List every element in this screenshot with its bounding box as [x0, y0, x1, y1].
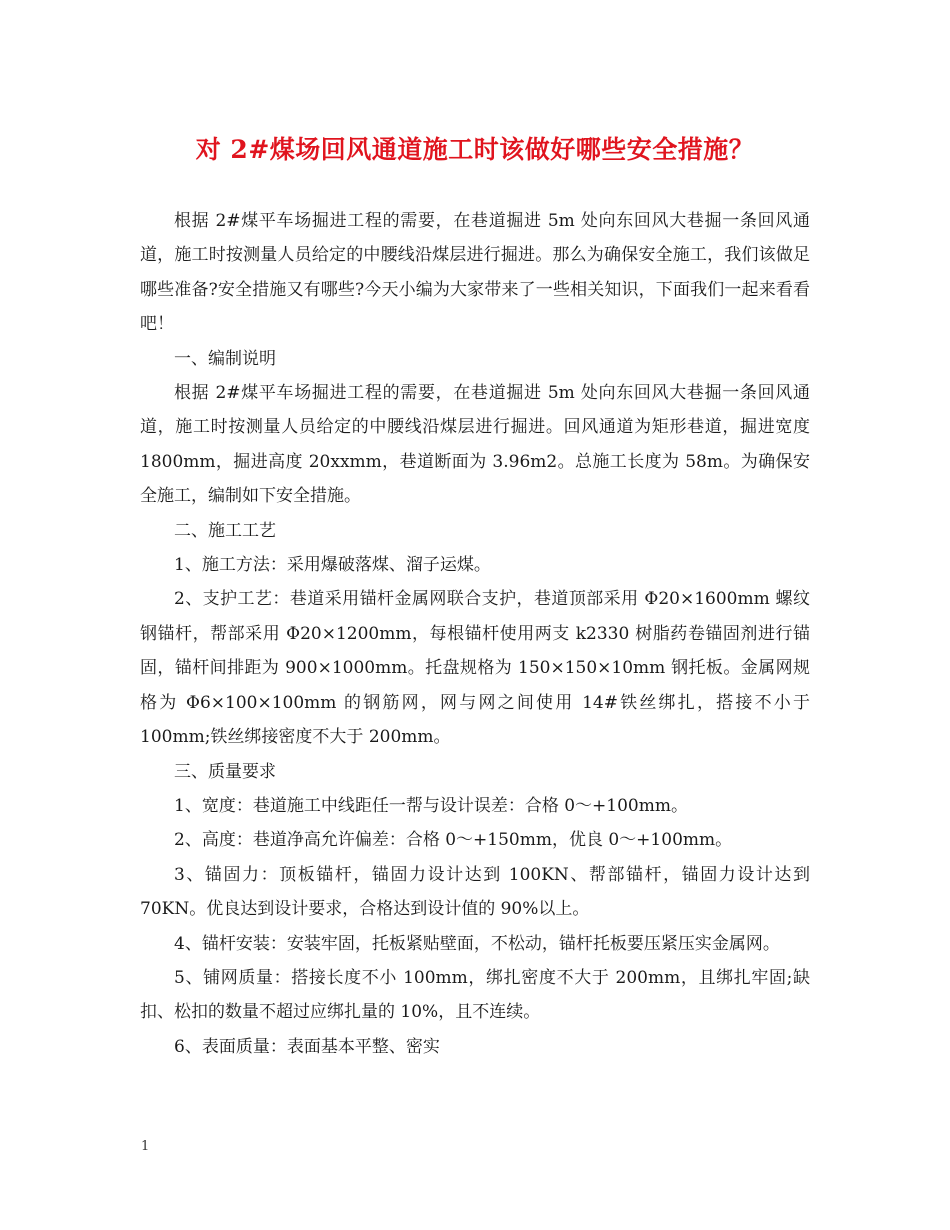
paragraph-method: 1、施工方法：采用爆破落煤、溜子运煤。	[174, 555, 491, 576]
paragraph-anchor-force: 3、锚固力：顶板锚杆，锚固力设计达到 100KN、帮部锚杆，锚固力设计达到 70KN。优良达到设计要求，合格达到设计值的 90%以上。	[140, 864, 810, 920]
heading-section-3: 三、质量要求	[174, 761, 276, 782]
paragraph-section-1: 根据 2#煤平车场掘进工程的需要，在巷道掘进 5m 处向东回风大巷掘一条回风通道，施工时按测量人员给定的中腰线沿煤层进行掘进。回风通道为矩形巷道，掘进宽度 1800mm，掘进高度 20xxmm，巷道断面为 3.96m2。总施工长度为 58m。为确保安全施工，编制如下安全措施。	[140, 383, 810, 507]
document-body	[140, 204, 810, 1064]
paragraph-mesh-quality: 5、铺网质量：搭接长度不小 100mm，绑扎密度不大于 200mm，且绑扎牢固;缺扣、松扣的数量不超过应绑扎量的 10%，且不连续。	[140, 967, 810, 1023]
paragraph-height: 2、高度：巷道净高允许偏差：合格 0～+150mm，优良 0～+100mm。	[174, 830, 733, 851]
paragraph-anchor-install: 4、锚杆安装：安装牢固，托板紧贴壁面，不松动，锚杆托板要压紧压实金属网。	[174, 933, 780, 954]
page-title: 对 2#煤场回风通道施工时该做好哪些安全措施？	[195, 135, 755, 164]
paragraph-support: 2、支护工艺：巷道采用锚杆金属网联合支护，巷道顶部采用 Φ20×1600mm 螺纹钢锚杆，帮部采用 Φ20×1200mm，每根锚杆使用两支 k2330 树脂药卷锚固剂进行锚固，锚杆间排距为 900×1000mm。托盘规格为 150×150×10mm 钢托板。金属网规格为 Φ6×100×100mm 的钢筋网，网与网之间使用 14#铁丝绑扎，搭接不小于 100mm;铁丝绑接密度不大于 200mm。	[140, 589, 810, 748]
paragraph-intro: 根据 2#煤平车场掘进工程的需要，在巷道掘进 5m 处向东回风大巷掘一条回风通道，施工时按测量人员给定的中腰线沿煤层进行掘进。那么为确保安全施工，我们该做足哪些准备?安全措施又有哪些?今天小编为大家带来了一些相关知识，下面我们一起来看看吧！	[140, 211, 810, 335]
heading-section-2: 二、施工工艺	[174, 520, 276, 541]
page-number: 1	[141, 1139, 150, 1154]
paragraph-surface-quality: 6、表面质量：表面基本平整、密实	[174, 1036, 440, 1057]
heading-section-1: 一、编制说明	[174, 348, 276, 369]
paragraph-width: 1、宽度：巷道施工中线距任一帮与设计误差：合格 0～+100mm。	[174, 795, 688, 816]
